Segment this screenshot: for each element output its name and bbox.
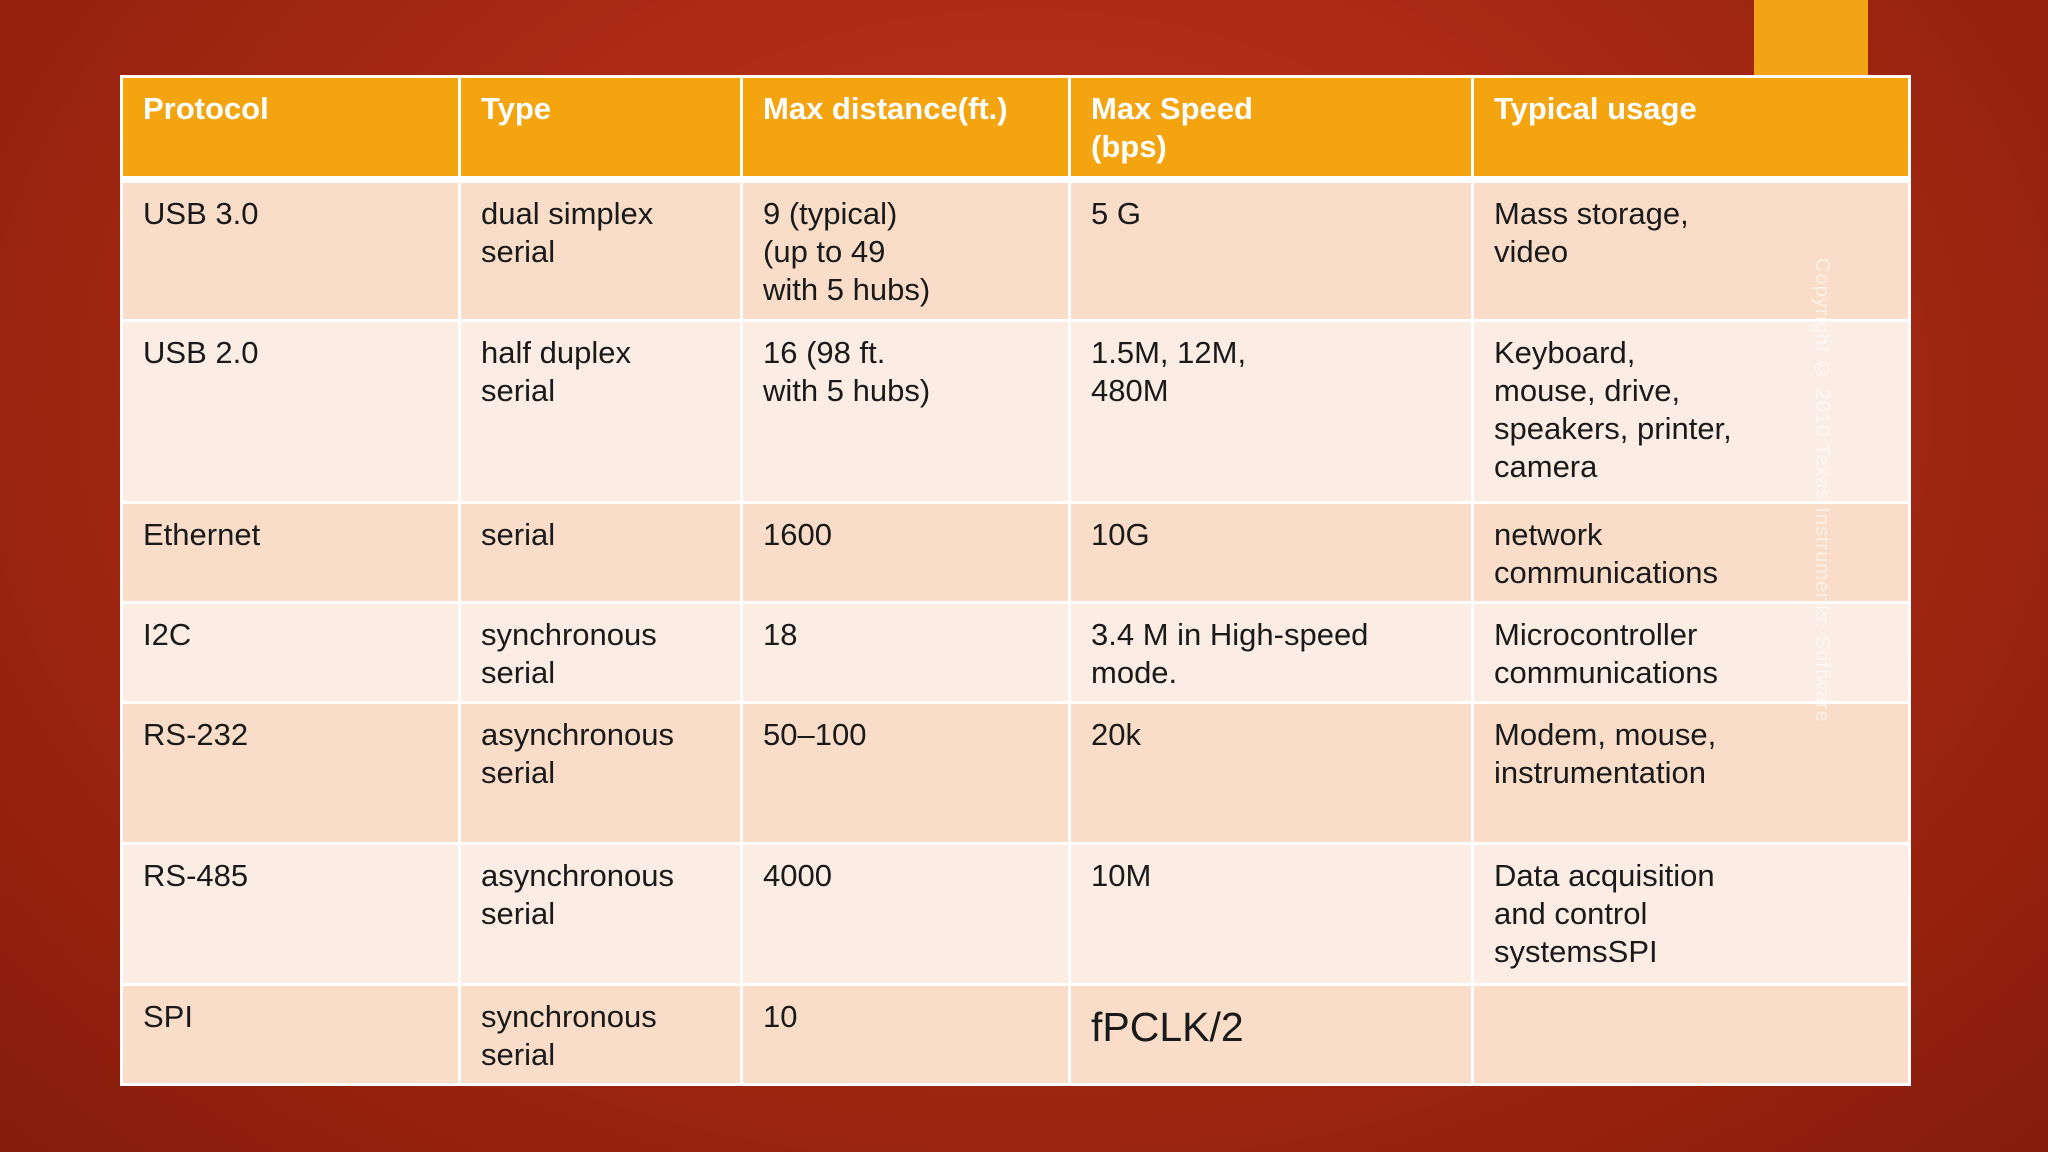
cell-typical-usage: Modem, mouse, instrumentation (1473, 703, 1910, 844)
cell-protocol: I2C (122, 603, 460, 703)
header-max-distance: Max distance(ft.) (742, 77, 1070, 180)
cell-typical-usage: Mass storage, video (1473, 180, 1910, 321)
header-max-speed: Max Speed (bps) (1070, 77, 1473, 180)
cell-typical-usage (1473, 985, 1910, 1085)
table-row (122, 180, 1910, 321)
cell-max-distance: 50–100 (742, 703, 1070, 844)
header-type: Type (460, 77, 742, 180)
cell-max-distance: 4000 (742, 844, 1070, 985)
cell-max-speed: 20k (1070, 703, 1473, 844)
table-row (122, 321, 1910, 503)
table-header-row (122, 77, 1910, 180)
header-protocol: Protocol (122, 77, 460, 180)
cell-max-speed: 5 G (1070, 180, 1473, 321)
cell-protocol: RS-485 (122, 844, 460, 985)
table-row (122, 703, 1910, 844)
cell-type: asynchronous serial (460, 703, 742, 844)
cell-max-speed: 1.5M, 12M, 480M (1070, 321, 1473, 503)
header-typical-usage: Typical usage (1473, 77, 1910, 180)
copyright-watermark: Copyright © 2010 Texas Instruments. Software (1811, 258, 1833, 723)
cell-type: dual simplex serial (460, 180, 742, 321)
cell-protocol: RS-232 (122, 703, 460, 844)
cell-max-speed: 10G (1070, 503, 1473, 603)
cell-type: synchronous serial (460, 603, 742, 703)
cell-type: asynchronous serial (460, 844, 742, 985)
cell-max-distance: 18 (742, 603, 1070, 703)
table-row (122, 844, 1910, 985)
cell-typical-usage: Microcontroller communications (1473, 603, 1910, 703)
protocol-comparison-table (120, 75, 1911, 1086)
cell-protocol: USB 2.0 (122, 321, 460, 503)
cell-max-speed: 10M (1070, 844, 1473, 985)
table-row (122, 503, 1910, 603)
cell-max-speed: fPCLK/2 (1070, 985, 1473, 1085)
cell-type: serial (460, 503, 742, 603)
cell-max-distance: 10 (742, 985, 1070, 1085)
table-row (122, 985, 1910, 1085)
cell-typical-usage: Keyboard, mouse, drive, speakers, printer, camera (1473, 321, 1910, 503)
cell-type: half duplex serial (460, 321, 742, 503)
cell-max-distance: 9 (typical) (up to 49 with 5 hubs) (742, 180, 1070, 321)
accent-tab (1754, 0, 1868, 76)
cell-max-distance: 1600 (742, 503, 1070, 603)
cell-typical-usage: network communications (1473, 503, 1910, 603)
table-row (122, 603, 1910, 703)
cell-max-distance: 16 (98 ft. with 5 hubs) (742, 321, 1070, 503)
cell-protocol: SPI (122, 985, 460, 1085)
cell-protocol: USB 3.0 (122, 180, 460, 321)
cell-typical-usage: Data acquisition and control systemsSPI (1473, 844, 1910, 985)
cell-protocol: Ethernet (122, 503, 460, 603)
cell-type: synchronous serial (460, 985, 742, 1085)
cell-max-speed: 3.4 M in High-speed mode. (1070, 603, 1473, 703)
